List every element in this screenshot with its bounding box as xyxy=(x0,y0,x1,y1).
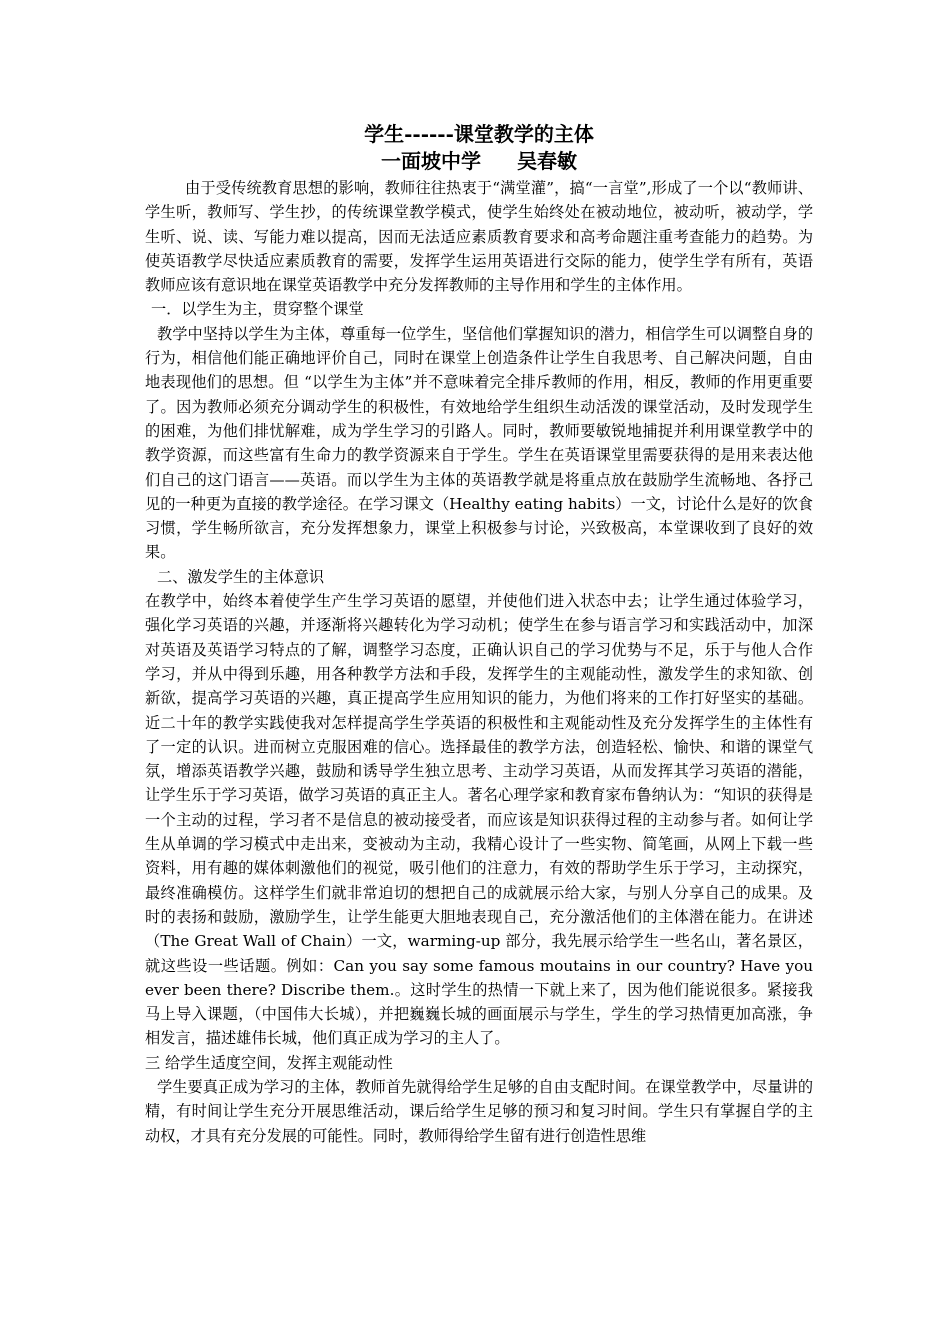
section-body-1: 教学中坚持以学生为主体，尊重每一位学生，坚信他们掌握知识的潜力，相信学生可以调整自身的行为，相信他们能正确地评价自己，同时在课堂上创造条件让学生自我思考、自己解决问题，自由地表现他们的思想。但 “以学生为主体”并不意味着完全排斥教师的作用，相反，教师的作用更重要了。因为教师必须充分调动学生的积极性，有效地给学生组织生动活泼的课堂活动，及时发现学生的困难，为他们排忧解难，成为学生学习的引路人。同时，教师要敏锐地捕捉并利用课堂教学中的教学资源，而这些富有生命力的教学资源来自于学生。学生在英语课堂里需要获得的是用来表达他们自己的这门语言——英语。而以学生为主体的英语教学就是将重点放在鼓励学生流畅地、各抒己见的一种更为直接的教学途径。在学习课文（Healthy eating habits）一文，讨论什么是好的饮食习惯，学生畅所欲言，充分发挥想象力，课堂上积极参与讨论，兴致极高，本堂课收到了良好的效果。 xyxy=(145,324,813,562)
author-name: 吴春敏 xyxy=(517,149,577,173)
document-page xyxy=(145,120,813,1148)
intro-paragraph: 由于受传统教育思想的影响，教师往往热衷于“满堂灌”，搞“一言堂”,形成了一个以“教师讲、学生听，教师写、学生抄，的传统课堂教学模式，使学生始终处在被动地位，被动听，被动学，学生听、说、读、写能力难以提高，因而无法适应素质教育要求和高考命题注重考查能力的趋势。为使英语教学尽快适应素质教育的需要，发挥学生运用英语进行交际的能力，使学生学有所有，英语教师应该有意识地在课堂英语教学中充分发挥教师的主导作用和学生的主体作用。 xyxy=(145,179,813,295)
document-title: 学生------课堂教学的主体 xyxy=(364,122,594,146)
section-heading-3: 三 给学生适度空间，发挥主观能动性 xyxy=(145,1053,393,1072)
school-name: 一面坡中学 xyxy=(381,149,481,173)
section-body-3: 学生要真正成为学习的主体，教师首先就得给学生足够的自由支配时间。在课堂教学中，尽量讲的精，有时间让学生充分开展思维活动，课后给学生足够的预习和复习时间。学生只有掌握自学的主动权，才具有充分发展的可能性。同时，教师得给学生留有进行创造性思维 xyxy=(145,1077,813,1145)
author-line xyxy=(145,148,813,174)
section-heading-2: 二、激发学生的主体意识 xyxy=(157,567,325,586)
section-body-2: 在教学中，始终本着使学生产生学习英语的愿望，并使他们进入状态中去；让学生通过体验学习，强化学习英语的兴趣，并逐渐将兴趣转化为学习动机；使学生在参与语言学习和实践活动中，加深对英语及英语学习特点的了解，调整学习态度，正确认识自己的学习优势与不足，乐于与他人合作学习，并从中得到乐趣，用各种教学方法和手段，发挥学生的主观能动性，激发学生的求知欲、创新欲，提高学习英语的兴趣，真正提高学生应用知识的能力，为他们将来的工作打好坚实的基础。近二十年的教学实践使我对怎样提高学生学英语的积极性和主观能动性及充分发挥学生的主体性有了一定的认识。进而树立克服困难的信心。选择最佳的教学方法，创造轻松、愉快、和谐的课堂气氛，增添英语教学兴趣，鼓励和诱导学生独立思考、主动学习英语，从而发挥其学习英语的潜能，让学生乐于学习英语，做学习英语的真正主人。著名心理学家和教育家布鲁纳认为：“知识的获得是一个主动的过程，学习者不是信息的被动接受者，而应该是知识获得过程的主动参与者。如何让学生从单调的学习模式中走出来，变被动为主动，我精心设计了一些实物、简笔画，从网上下载一些资料，用有趣的媒体刺激他们的视觉，吸引他们的注意力，有效的帮助学生乐于学习，主动探究，最终准确模仿。这样学生们就非常迫切的想把自己的成就展示给大家，与别人分享自己的成果。及时的表扬和鼓励，激励学生，让学生能更大胆地表现自己，充分激活他们的主体潜在能力。在讲述（The Great Wall of Chain）一文，warming-up 部分，我先展示给学生一些名山，著名景区，就这些设一些话题。例如：Can you say some famous moutains in our country? Have you ever been there? Discribe them.。这时学生的热情一下就上来了，因为他们能说很多。紧接我马上导入课题，（中国伟大长城），并把巍巍长城的画面展示与学生，学生的学习热情更加高涨，争相发言，描述雄伟长城，他们真正成为学习的主人了。 xyxy=(145,592,813,1048)
section-heading-1: 一．以学生为主，贯穿整个课堂 xyxy=(151,300,364,319)
